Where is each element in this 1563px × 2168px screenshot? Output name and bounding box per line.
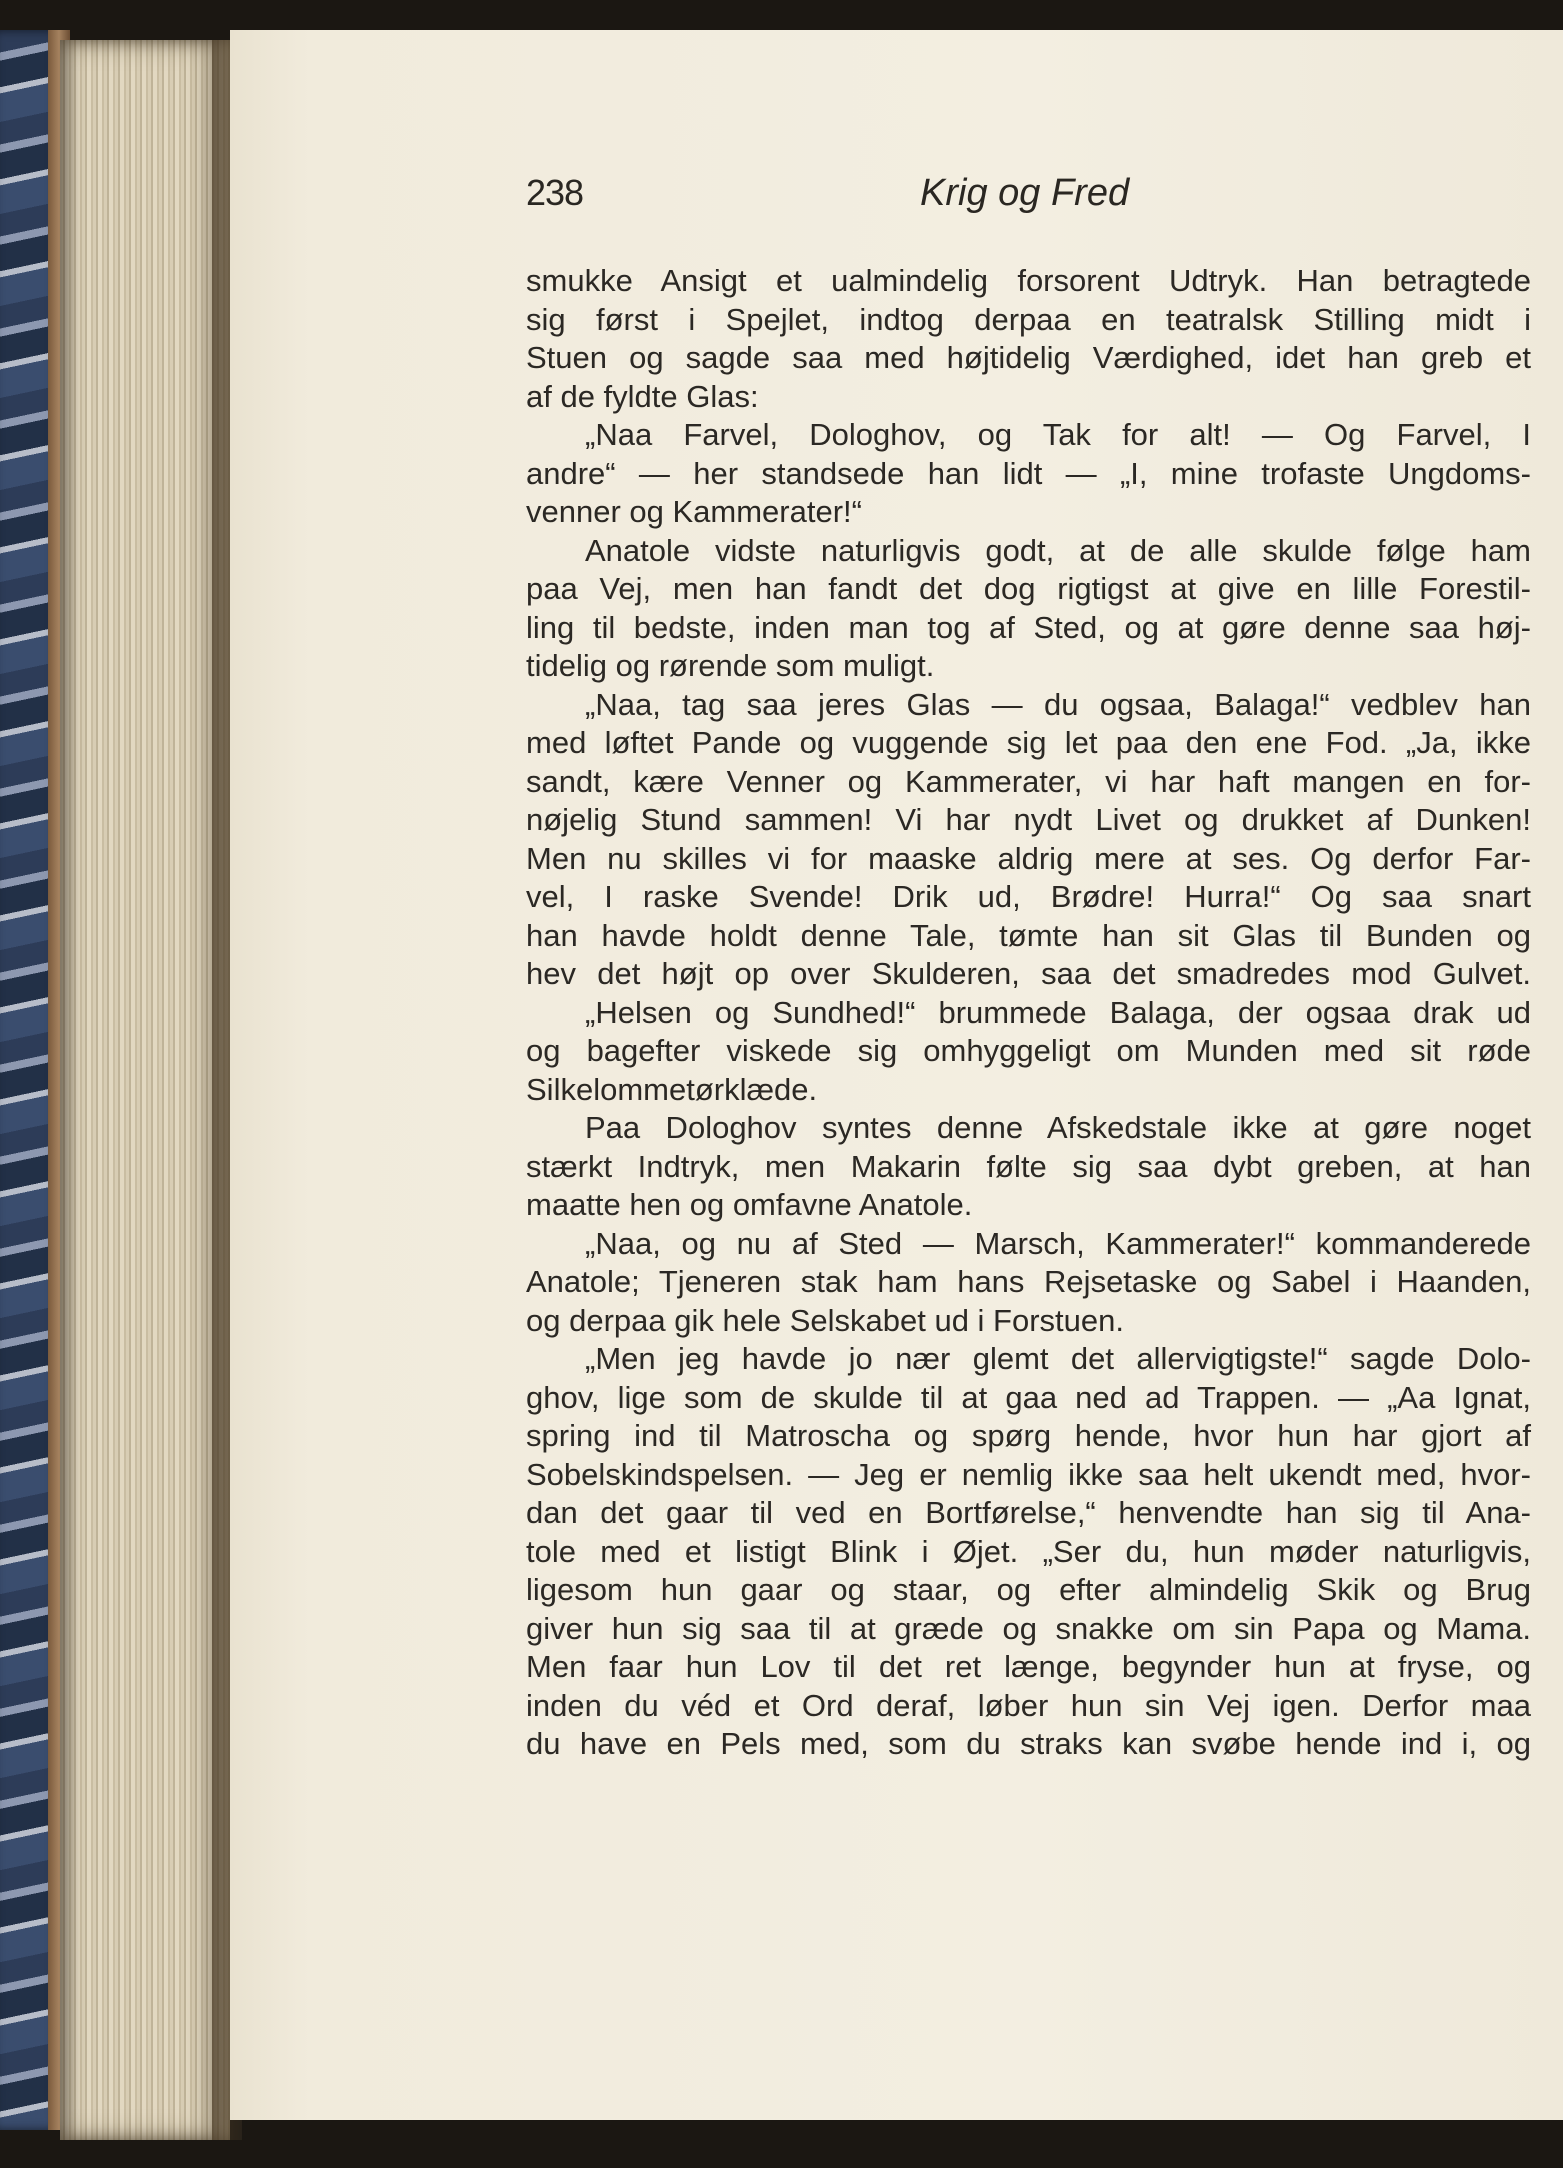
text-line: Paa Dologhov syntes denne Afskedstale ikke at gøre noget (585, 1110, 1531, 1145)
text-line: stærkt Indtryk, men Makarin følte sig saa dybt greben, at han (526, 1148, 1531, 1184)
text-line: andre“ — her standsede han lidt — „I, mine trofaste Ungdoms- (526, 455, 1531, 491)
text-line: Stuen og sagde saa med højtidelig Værdighed, idet han greb et (526, 340, 1531, 375)
text-line: Silkelommetørklæde. (526, 1071, 818, 1107)
text-line: Men faar hun Lov til det ret længe, begynder hun at fryse, og (526, 1649, 1531, 1684)
text-line: paa Vej, men han fandt det dog rigtigst at give en lille Forestil- (526, 571, 1531, 606)
page-number: 238 (526, 172, 584, 213)
text-line: Men nu skilles vi for maaske aldrig mere at ses. Og derfor Far- (526, 840, 1531, 876)
page-stack-edges (60, 40, 230, 2140)
text-line: „Naa, tag saa jeres Glas — du ogsaa, Balaga!“ vedblev han (585, 686, 1531, 722)
text-line: Sobelskindspelsen. — Jeg er nemlig ikke saa helt ukendt med, hvor- (526, 1456, 1531, 1492)
text-line: ling til bedste, inden man tog af Sted, og at gøre denne saa høj- (526, 609, 1531, 645)
text-line: nøjelig Stund sammen! Vi har nydt Livet og drukket af Dunken! (526, 802, 1531, 837)
text-line: maatte hen og omfavne Anatole. (526, 1187, 973, 1222)
text-line: spring ind til Matroscha og spørg hende, hvor hun har gjort af (526, 1418, 1531, 1453)
text-line: venner og Kammerater!“ (526, 494, 862, 529)
text-line: „Naa Farvel, Dologhov, og Tak for alt! — Og Farvel, I (585, 417, 1531, 452)
text-line: med løftet Pande og vuggende sig let paa den ene Fod. „Ja, ikke (526, 725, 1531, 760)
text-line: ligesom hun gaar og staar, og efter almindelig Skik og Brug (526, 1572, 1531, 1607)
text-line: Anatole; Tjeneren stak ham hans Rejsetaske og Sabel i Haanden, (526, 1264, 1531, 1299)
text-line: af de fyldte Glas: (526, 378, 759, 414)
text-line: hev det højt op over Skulderen, saa det smadredes mod Gulvet. (526, 956, 1531, 991)
text-line: „Helsen og Sundhed!“ brummede Balaga, der ogsaa drak ud (585, 994, 1531, 1030)
text-line: og bagefter viskede sig omhyggeligt om Munden med sit røde (526, 1033, 1531, 1068)
text-line: du have en Pels med, som du straks kan svøbe hende ind i, og (526, 1726, 1531, 1761)
text-line: „Naa, og nu af Sted — Marsch, Kammerater!“ kommanderede (585, 1225, 1531, 1261)
text-line: sandt, kære Venner og Kammerater, vi har haft mangen en for- (526, 763, 1531, 799)
text-line: han havde holdt denne Tale, tømte han sit Glas til Bunden og (526, 917, 1531, 953)
text-line: tole med et listigt Blink i Øjet. „Ser du, hun møder naturligvis, (526, 1533, 1531, 1569)
text-line: inden du véd et Ord deraf, løber hun sin Vej igen. Derfor maa (526, 1687, 1531, 1723)
text-line: Anatole vidste naturligvis godt, at de alle skulde følge ham (585, 532, 1531, 568)
text-line: „Men jeg havde jo nær glemt det allervigtigste!“ sagde Dolo- (585, 1341, 1531, 1376)
text-line: dan det gaar til ved en Bortførelse,“ henvendte han sig til Ana- (526, 1495, 1531, 1530)
running-title: Krig og Fred (920, 172, 1130, 214)
page-header (526, 172, 1531, 232)
text-line: tidelig og rørende som muligt. (526, 648, 935, 683)
text-line: ghov, lige som de skulde til at gaa ned ad Trappen. — „Aa Ignat, (526, 1379, 1531, 1415)
text-line: og derpaa gik hele Selskabet ud i Forstuen. (526, 1302, 1124, 1338)
text-line: smukke Ansigt et ualmindelig forsorent Udtryk. Han betragtede (526, 263, 1531, 298)
text-line: vel, I raske Svende! Drik ud, Brødre! Hurra!“ Og saa snart (526, 879, 1531, 914)
body-text (526, 262, 1531, 1764)
text-line: giver hun sig saa til at græde og snakke om sin Papa og Mama. (526, 1610, 1531, 1646)
text-line: sig først i Spejlet, indtog derpaa en teatralsk Stilling midt i (526, 301, 1531, 337)
